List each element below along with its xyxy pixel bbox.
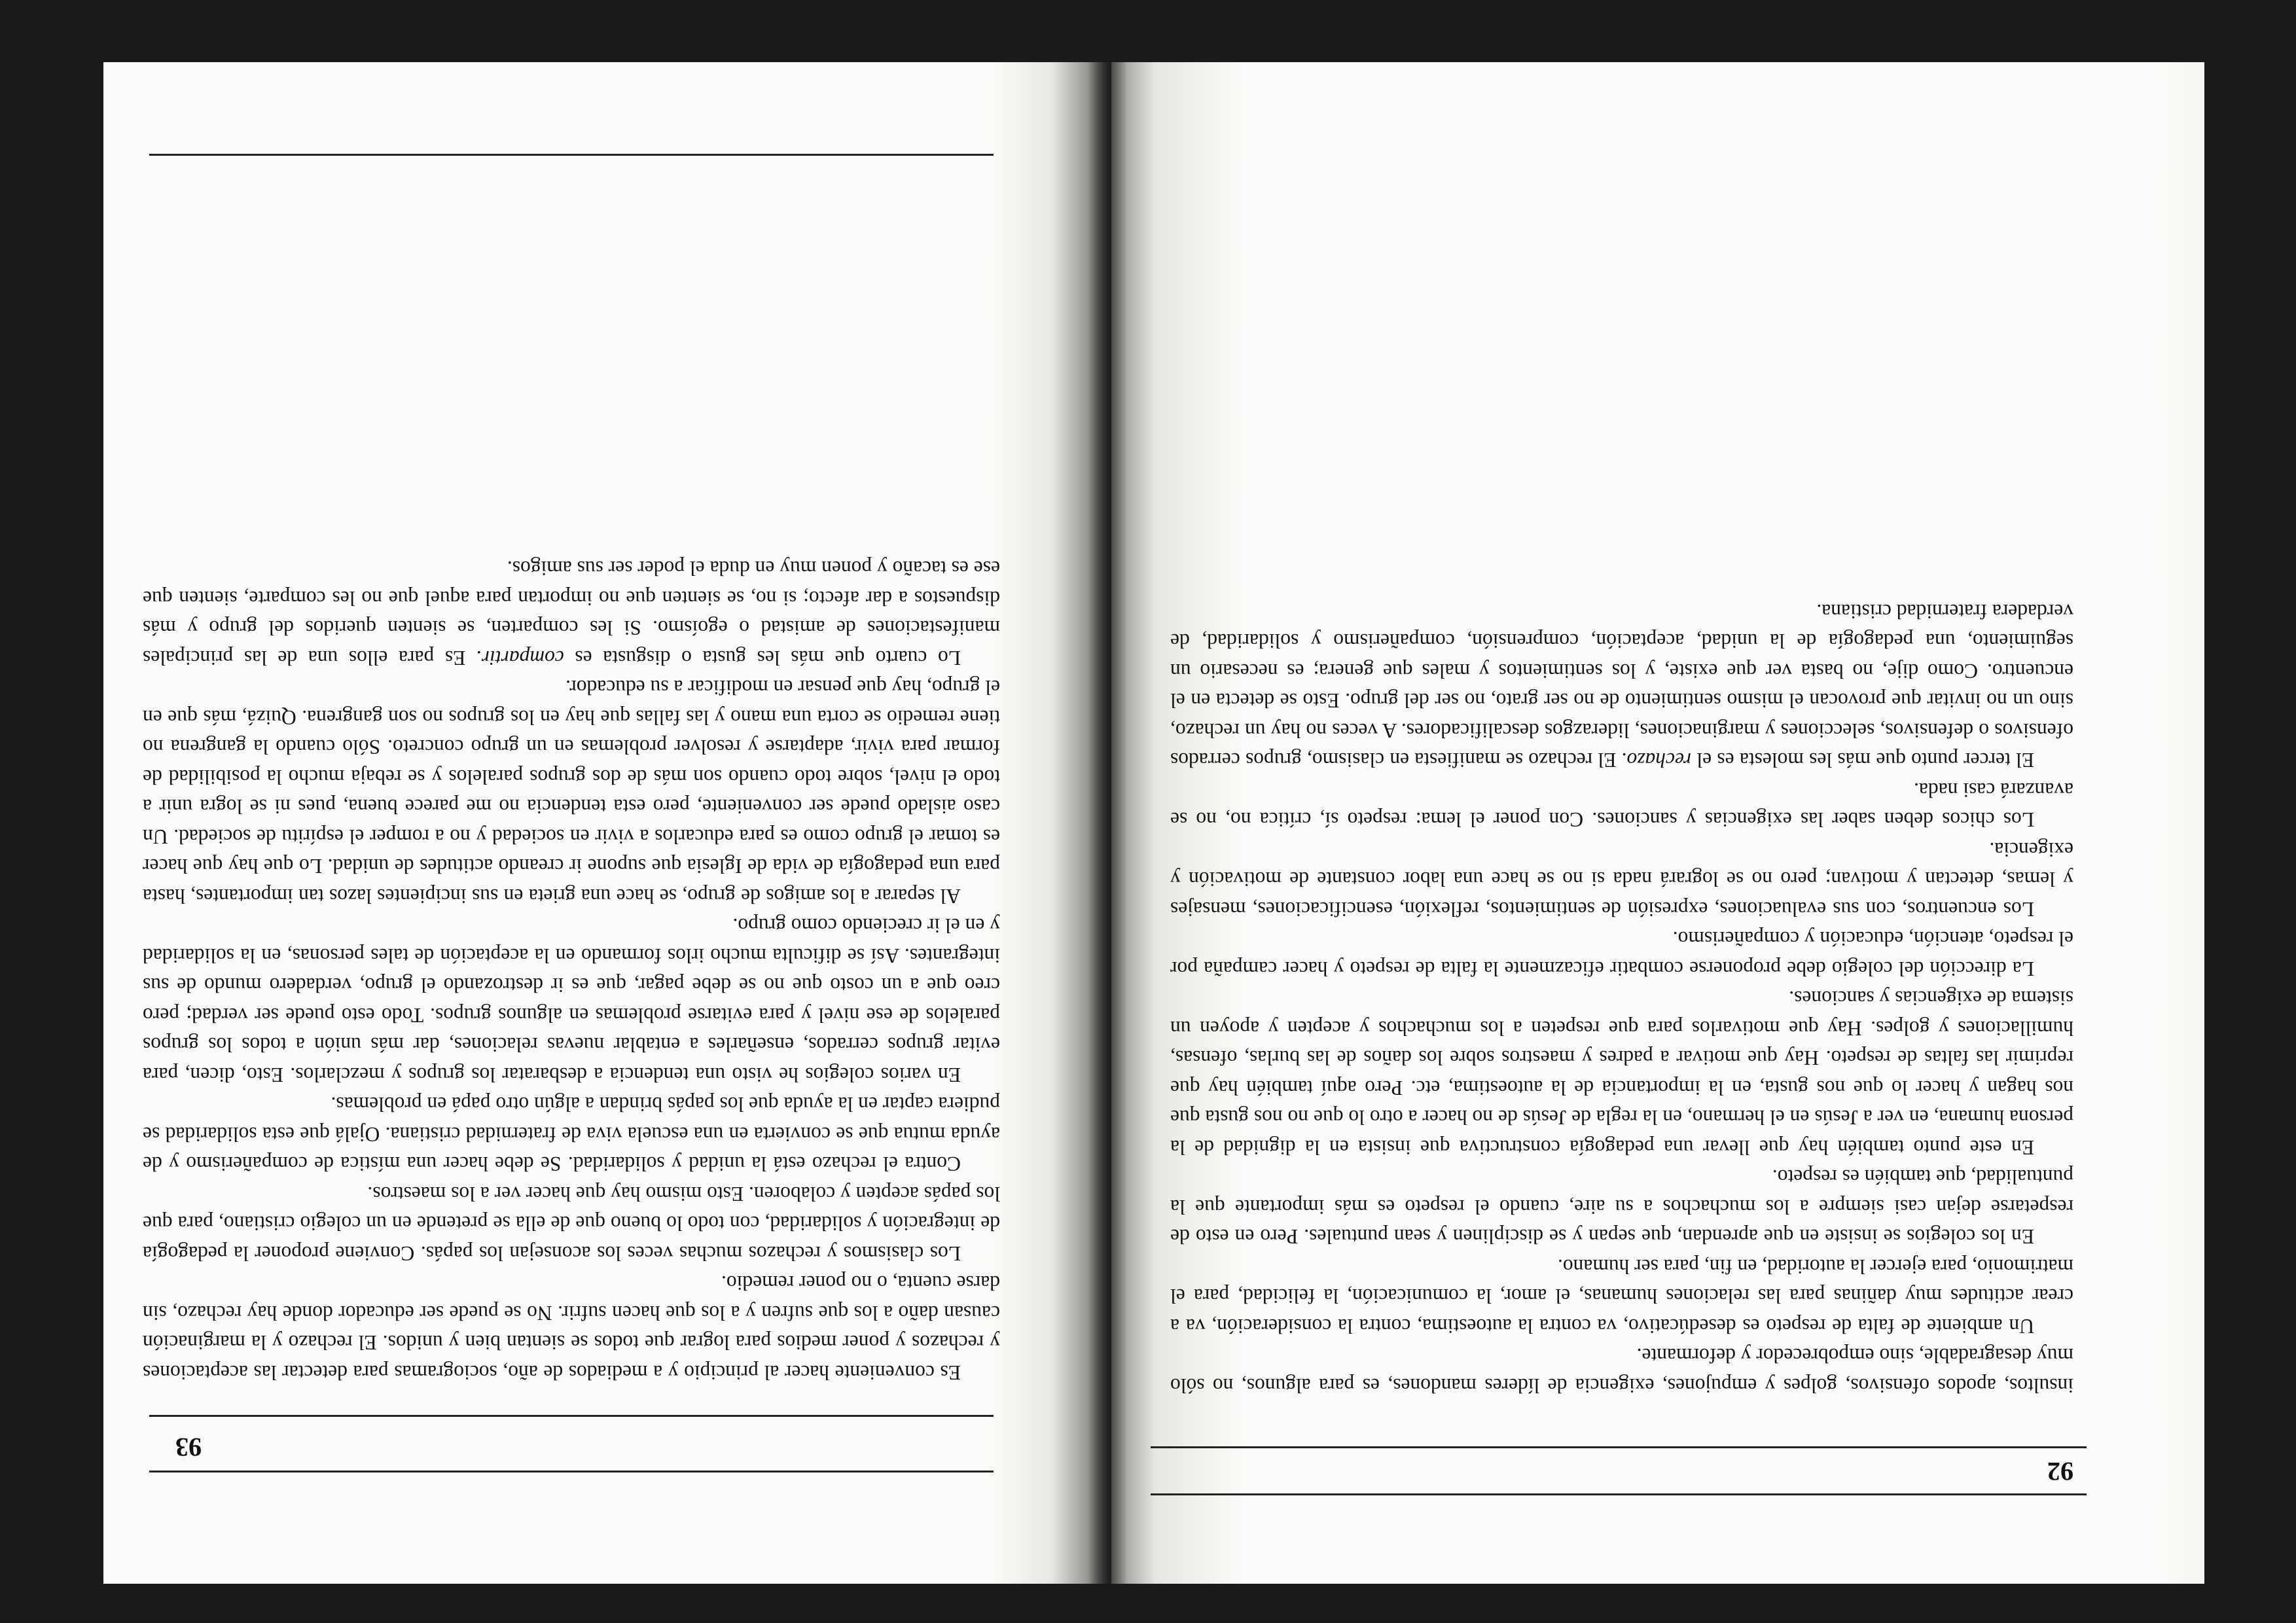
paragraph: En este punto también hay que llevar una pedagogía constructiva que insista en la dignidad de la persona humana, en ver a Jesús en el hermano, en la regla de Jesús de no hacer a otro lo que no nos gusta que nos hagan y hacer lo que nos gusta, en la importancia de la autoestima, etc. Pero aquí también hay que reprimir las faltas de respeto. Hay que motivar a padres y maestros sobre los daños de las burlas, ofensas, humillaciones y golpes. Hay que motivarlos para que respeten a los muchachos y acepten y apoyen un sistema de exigencias y sanciones. (1170, 987, 2073, 1159)
paragraph: Lo cuarto que más les gusta o disgusta es compartir. Es para ellos una de las principales manifestaciones de amistad o egoísmo. Si les comparten, se sienten queridos del grupo y más dispuestos a dar afecto; si no, se sienten que no importan para aquel que no les comparte, sienten que ese es tacaño y ponen muy en duda el poder ser sus amigos. (143, 557, 1000, 669)
page-92-text (1170, 597, 2073, 1401)
header-rule-top (1151, 1493, 2087, 1495)
paragraph: Es conveniente hacer al principio y a mediados de año, sociogramas para detectar las aceptaciones y rechazos y poner medios para lograr que todos se sientan bien y unidos. El rechazo y la marginación causan daño a los que sufren y a los que hacen sufrir. No se puede ser educador donde hay rechazo, sin darse cuenta, o no poner remedio. (143, 1272, 1000, 1384)
header-rule-top (149, 1471, 994, 1472)
paragraph: En varios colegios he visto una tendencia a desbaratar los grupos y mezclarlos. Esto, dicen, para evitar grupos cerrados, enseñarles a entablar nuevas relaciones, dar más unión a todos los grupos paralelos de ese nivel y para evitarse problemas en algunos grupos. Todo esto puede ser verdad; pero creo que a un costo que no se debe pagar, que es ir destrozando el grupo, verdadero mundo de sus integrantes. Así se dificulta mucho irlos formando en la aceptación de tales personas, en la solidaridad y en el ir creciendo como grupo. (143, 914, 1000, 1086)
header-rule-bottom (149, 1415, 994, 1417)
paragraph: Los chicos deben saber las exigencias y sanciones. Con poner el lema: respeto sí, crítica no, no se avanzará casi nada. (1170, 779, 2073, 832)
paragraph: Al separar a los amigos de grupo, se hace una grieta en sus incipientes lazos tan importantes, hasta para una pedagogía de vida de Iglesia que supone ir creando actitudes de unidad. Lo que hay que hacer es tomar el grupo como es para educarlos a vivir en sociedad y no a romper el espíritu de sociedad. Un caso aislado puede ser conveniente, pero esta tendencia no me parece buena, pues ni se logra unir a todo el nivel, sobre todo cuando son más de dos grupos paralelos y se rebaja mucho la posibilidad de formar para vivir, adaptarse y resolver problemas en un grupo concreto. Sólo cuando la gangrena no tiene remedio se corta una mano y las fallas que hay en los grupos no son gangrena. Quizá, más que en el grupo, hay que pensar en modificar a su educador. (143, 676, 1000, 908)
paragraph: Contra el rechazo está la unidad y solidaridad. Se debe hacer una mística de compañerismo y de ayuda mutua que se convierta en una escuela viva de fraternidad cristiana. Ojalá que esta solidaridad se pudiera captar en la ayuda que los papás brindan a algún otro papá en problemas. (143, 1093, 1000, 1176)
emphasis-word: compartir (481, 647, 564, 669)
paragraph-continuation: insultos, apodos ofensivos, golpes y empujones, exigencia de líderes mandones, es para algunos, no sólo muy desagradable, sino empobrecedor y deformante. (1170, 1344, 2073, 1397)
page-92 (1111, 62, 2204, 1584)
book-gutter-shadow (1088, 62, 1128, 1584)
page-number-93: 93 (175, 1433, 202, 1462)
emphasis-word: rechazo (1626, 749, 1692, 772)
paragraph: Los encuentros, con sus evaluaciones, expresión de sentimientos, reflexión, esencificaciones, mensajes y lemas, detectan y motivan; pero no se logrará nada si no se hace una labor constante de motivación y exigencia. (1170, 838, 2073, 921)
page-number-92: 92 (2047, 1457, 2073, 1486)
header-rule-bottom (1151, 1446, 2087, 1448)
paragraph: Un ambiente de falta de respeto es desedúcativo, va contra la autoestima, contra la consideración, va a crear actitudes muy dañinas para las relaciones humanas, el amor, la comunicación, la felicidad, para el matrimonio, para ejercer la autoridad, en fin, para ser humano. (1170, 1255, 2073, 1338)
paragraph: La dirección del colegio debe proponerse combatir eficazmente la falta de respeto y hacer campaña por el respeto, atención, educación y compañerismo. (1170, 927, 2073, 980)
paragraph: En los colegios se insiste en que aprendan, que sepan y se disciplinen y sean puntuales. Pero en esto de respetarse dejan casi siempre a los muchachos a su aire, cuando el respeto es más importante que la puntualidad, que también es respeto. (1170, 1166, 2073, 1249)
paragraph: El tercer punto que más les molesta es el rechazo. El rechazo se manifiesta en clasismo, grupos cerrados ofensivos o defensivos, selecciones y marginaciones, liderazgos descalificadores. A veces no hay un rechazo, sino un no invitar que provocan el mismo sentimiento de no ser grato, no ser del grupo. Esto se detecta en el encuentro. Como dije, no basta ver que existe, y los sentimientos y males que genera; es necesario un seguimiento, una pedagogía de la unidad, aceptación, comprensión, compañerismo y solidaridad, de verdadera fraternidad cristiana. (1170, 600, 2073, 772)
page-93 (103, 62, 1111, 1584)
paragraph: Los clasismos y rechazos muchas veces los aconsejan los papás. Conviene proponer la pedagogía de integración y solidaridad, con todo lo bueno que de ella se pretende en un colegio cristiano, para que los papás acepten y colaboren. Esto mismo hay que hacer ver a los maestros. (143, 1183, 1000, 1265)
page-right-text (143, 554, 1000, 1387)
footer-rule (149, 154, 994, 156)
